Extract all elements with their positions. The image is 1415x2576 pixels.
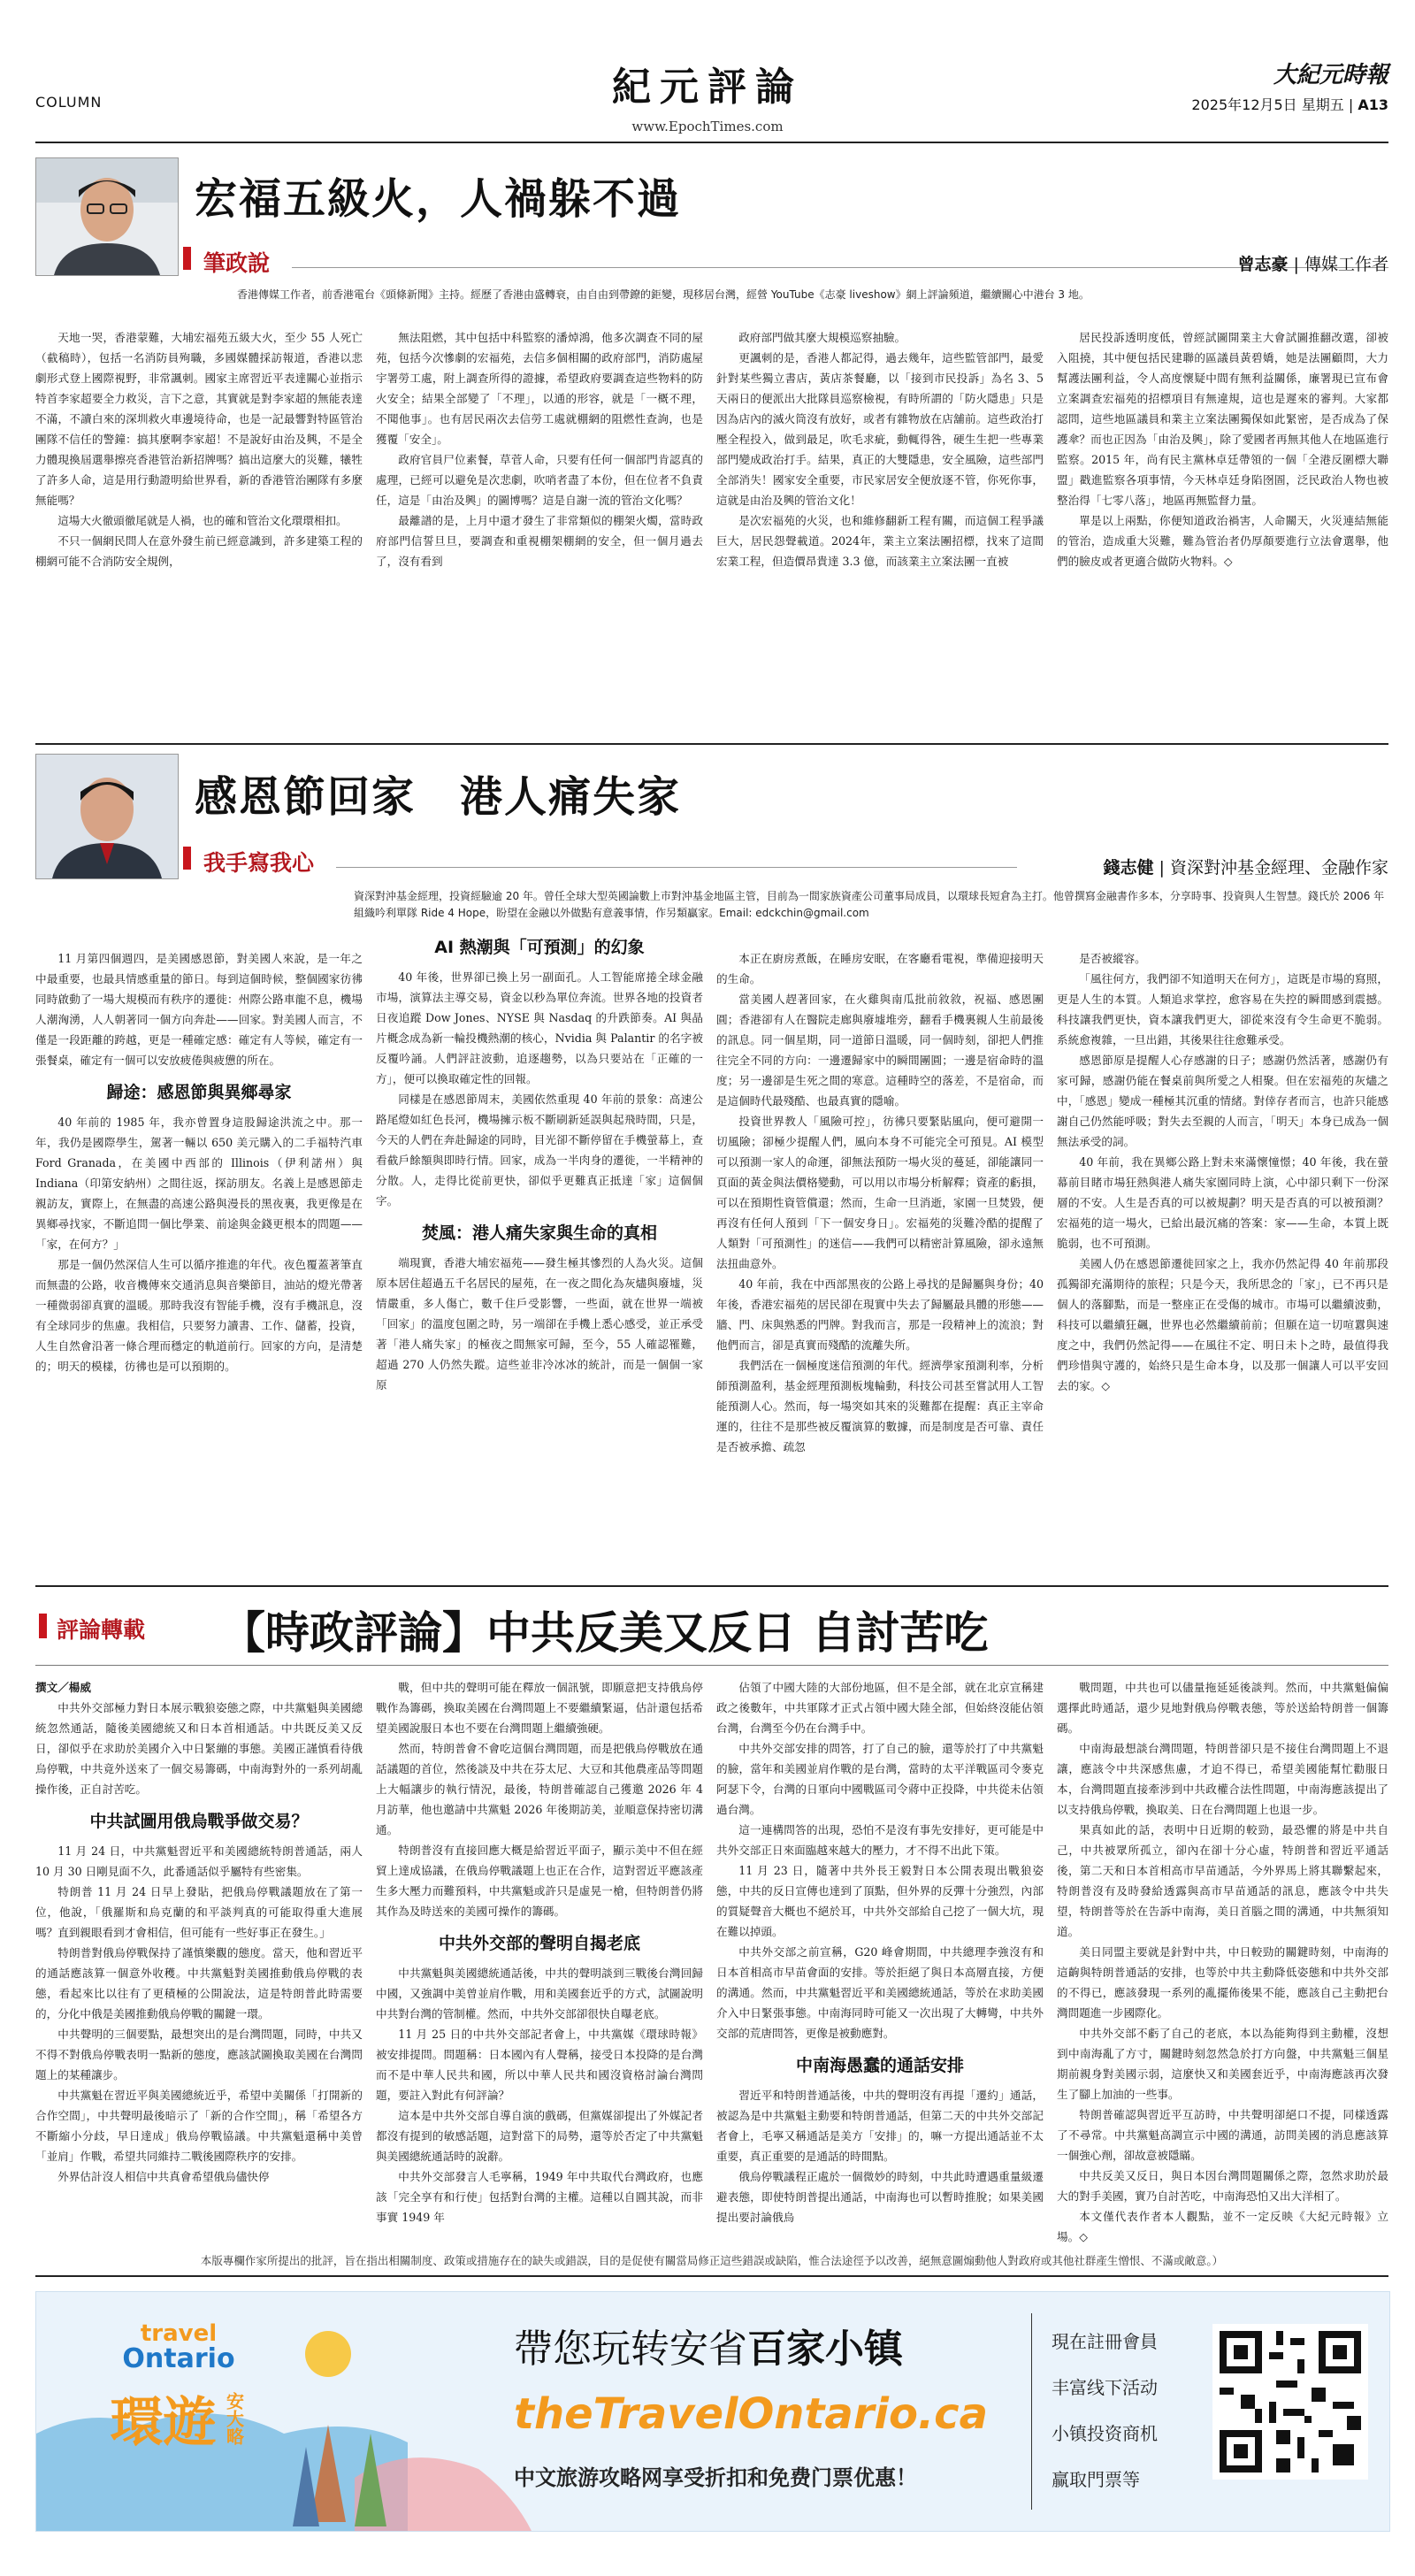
paragraph: 中共外交部不虧了自己的老底，本以為能夠得到主動權，沒想到中南海亂了方寸，關鍵時刻忽然急於打方向盤，中共黨魁三個星期前親身對美國示弱，這麼快又和美國套近乎，中南海應該再次發生了腳上加油的一些事。 [1057, 2027, 1388, 2101]
paragraph: 中共外交部極力對日本展示戰狼姿態之際，中共黨魁與美國總統忽然通話，隨後美國總統又和日本首相通話。中共既反美又反日，卻似乎在求助於美國介入中日緊繃的事態。美國正謹慎看待俄烏停戰，中共竟外送來了一個交易籌碼，中南海對外的一系列胡亂操作後，正自討苦吃。 [35, 1701, 363, 1796]
paragraph: 11 月 24 日，中共黨魁習近平和美國總統特朗普通話，兩人 10 月 30 日剛見面不久，此番通話似乎屬特有些密集。 [35, 1844, 363, 1878]
ad-headline [514, 2317, 903, 2373]
paragraph: 果真如此的話，表明中日近期的較勁，最恐懼的將是中共自己，中共被眾所孤立，卻內在卻十分心虛，特朗普和習近平通話後，第二天和日本首相高市早苗通話，今外界馬上將其聯繫起來，特朗普沒有及時發給透露與高市早苗通話的訊息，應該令中共失望，特朗普等於在告訴中南海，美日首腦之間的溝通，中共無須知道。 [1057, 1823, 1388, 1938]
paragraph: 更諷刺的是，香港人都記得，過去幾年，這些監管部門，最愛針對某些獨立書店，黃店茶餐廳，以「接到市民投訴」為名 3、5 天兩日的便派出大批隊員巡察檢視，有時所謂的「防火隱患」只是因為店內的滅火筒沒有放好，或者有雜物放在店舖前。這些政治打壓全程投入，做到最足，吹毛求疵，動輒得咎，硬生生把一些專業部門變成政治打手。結果，真正的大雙隱患，安全風險，這些部門全部消失！國家安全重要，市民家居安全便放逐不管，你死你事，這就是由治及興的管治文化！ [716, 351, 1044, 507]
paragraph: 居民投訴透明度低，曾經試圖開業主大會試圖推翻改選，卻被入阻撓，其中便包括民建聯的區議員黃碧嬌，她是法團顧問，大力幫護法團利益，令人高度懷疑中間有無利益關係，廉署現已宣布會立案調查宏福苑的招標項目有無違規，這也是遲來的審判。大家都認問，這些地區議員和業主立案法團獨保如此緊密，是否成為了保護傘？而也正因為「由治及興」，除了愛國者再無其他人在地區進行監察。2015 年，尚有民主黨林卓廷帶領的一個「全港反圍標大聯盟」戳進監察各項事情，今天林卓廷身陷囹圄，泛民政治人物也被整治得「七零八落」，地區再無監督力量。 [1057, 331, 1388, 507]
subheading: 中共試圖用俄烏戰爭做交易？ [89, 1812, 309, 1831]
paragraph: 習近平和特朗普通話後，中共的聲明沒有再提「遷約」通話，被認為是中共黨魁主動要和特朗普通話，但第二天的中共外交部記者會上，毛寧又稱通話是美方「安排」的，嘛一方提出通話並不太重要，真正重要的是通話的時間點。 [716, 2089, 1044, 2163]
author-name: 錢志健 [1103, 858, 1154, 878]
ad-logo [77, 2322, 280, 2457]
author-bio-1: 香港傳媒工作者，前香港電台《頭條新聞》主持。經歷了香港由盛轉衰，由自由到帶鐐的鉅變，現移居台灣，經營 YouTube《志豪 liveshow》網上評論頻道，繼續關心中港台 3 地。 [237, 288, 1090, 301]
subheading: 中南海愚蠢的通話安排 [795, 2056, 964, 2075]
column-marker [183, 847, 191, 870]
author-photo [35, 157, 179, 276]
logo-ontario: Ontario [122, 2343, 235, 2374]
paragraph: 是否被縱容。 [1079, 952, 1146, 965]
ad-headline-a: 帶您玩转安省 [514, 2327, 747, 2372]
headline-1: 宏福五級火，人禍躲不過 [195, 174, 682, 224]
ad-divider [1031, 2313, 1032, 2510]
paragraph: 戰，但中共的聲明可能在釋放一個訊號，即願意把支持俄烏停戰作為籌碼，換取美國在台灣問題上不要繼續緊逼，估計還包括希望美國說服日本也不要在台灣問題上繼續強硬。 [376, 1681, 703, 1735]
byline: 撰文／楊威 [35, 1681, 91, 1694]
paragraph: 「風往何方，我們卻不知道明天在何方」，這既是市場的寫照，更是人生的本質。人類追求掌控，愈容易在失控的瞬間感到震撼。科技讓我們更快，資本讓我們更大，卻從來沒有令生命更不脆弱。系統愈複雜，一旦出錯，其後果往往愈難承受。 [1057, 972, 1388, 1046]
logo-chinese: 環遊 [110, 2392, 217, 2454]
paragraph: 最離譜的是，上月中還才發生了非常類似的棚架火燭，當時政府部門信誓旦旦，要調查和重視棚架棚網的安全，但一個月過去了，沒有看到 [376, 514, 703, 568]
paragraph: 同樣是在感恩節周末，美國依然重現 40 年前的景象：高速公路尾燈如紅色長河，機場擁示板不斷刷新延誤與起飛時間，只是，今天的人們在奔赴歸途的同時，目光卻不斷停留在手機螢幕上，查看截戶餘額與即時行情。回家，成為一半肉身的遷徙，一半精神的分散。人，走得比從前更快，卻似乎更難真正抵達「家」這個個字。 [376, 1092, 703, 1208]
benefit-item: 赢取門票等 [1052, 2469, 1140, 2490]
paragraph: 不只一個網民問人在意外發生前已經意識到，許多建築工程的棚網可能不合消防安全規例， [35, 534, 363, 568]
ad-rule [35, 2275, 1388, 2277]
paragraph: 是次宏福苑的火災，也和維修翻新工程有關，而這個工程爭議巨大，居民怨聲載道。2024年，業主立案法團招標，找來了這間宏業工程，但造價昂貴達 3.3 億，而該業主立案法團一直被 [716, 514, 1044, 568]
ad-tagline: 中文旅游攻略网享受折扣和免费门票优惠！ [514, 2465, 917, 2490]
article2-col1 [35, 948, 363, 1581]
travel-ontario-ad[interactable] [35, 2291, 1390, 2532]
paragraph: 俄烏停戰議程正處於一個微妙的時刻，中共此時遭遇重量級遷避表態，即使特朗普提出通話，中南海也可以暫時推脫；如果美國提出要討論俄烏 [716, 2170, 1044, 2224]
paragraph: 政府官員尸位素餐，草菅人命，只要有任何一個部門肯認真的處理，已經可以避免是次悲劇，吹哨者盡了本份，但在位者不負責任，這是「由治及興」的圖博嗎？這是自謝一流的管治文化嗎？ [376, 453, 703, 507]
paragraph: 投資世界教人「風險可控」，彷彿只要緊貼風向，便可避開一切風險；卻極少提醒人們，風向本身不可能完全可預見。AI 模型可以預測一家人的命運，卻無法預防一場火災的蔓延，卻能讓同一頁面的黃金與法價格變動，可以用以市場分析解釋；資產的虧損，可以在預期性資管償還；然而，生命一旦消逝，家園一旦焚毀，便再沒有任何人預到「下一個安身日」。宏福苑的災難冷酷的提醒了人類對「可預測性」的迷信——我們可以精密計算風險，卻永遠無法扭曲意外。 [716, 1115, 1044, 1270]
column-name-3: 評論轉載 [57, 1617, 146, 1643]
paragraph: 無法阻燃，其中包括中科監察的潘焯鴻，他多次調查不同的屋苑，包括今次慘劇的宏福苑，去信多個相關的政府部門，消防處屋宇署勞工處，附上調查所得的證據，希望政府要調查這些物料的防火安全；結果全部變了「不理」，以通的形容，就是「一概不理，不聞他事」。也有居民兩次去信勞工處就棚網的阻燃性查詢，也是獲覆「安全」。 [376, 331, 703, 446]
author-line-1: 曾志豪 | 傳媒工作者 [1237, 255, 1388, 274]
column-marker [39, 1614, 47, 1638]
benefit-item: 小镇投资商机 [1052, 2423, 1158, 2444]
paragraph: 當美國人趕著回家，在火雞與南瓜批前敘敘，祝福、感恩團圓；香港卻有人在醫院走廊與廢墟堆旁，翻看手機裏親人生前最後的訊息。同一個星期，同一道節日溫暖，同一個時刻，卻把人們推往完全不同的方向：一邊遷歸家中的瞬間團圓；一邊是宿命時的溫度；另一邊卻是生死之間的寒意。這種時空的落差，不是宿命，而是這個時代最殘酷、也最真實的隱喻。 [716, 993, 1044, 1108]
paragraph: 40 年前，我在異鄉公路上對未來滿懷憧憬；40 年後，我在螢幕前目睹市場狂熱與港人痛失家園同時上演，心中卻只剩下一份深層的不安。人生是否真的可以被規劃？明天是否真的可以被預測？宏福苑的這一場火，已給出最沉痛的答案：家——生命，本質上既脆弱，也不可預測。 [1057, 1155, 1388, 1250]
article3-col3 [716, 1677, 1044, 2243]
site-url: www.EpochTimes.com [631, 119, 784, 134]
section-label: COLUMN [35, 94, 103, 111]
subheading: 歸途：感恩節與異鄉尋家 [106, 1083, 292, 1102]
paragraph: 中共黨魁在習近平與美國總統近乎，希望中美關係「打開新的合作空間」，中共聲明最後暗示了「新的合作空間」，稱「希望各方不斷縮小分歧，早日達成」俄烏停戰協議。中共黨魁還稱中美曾「並肩」作戰，希望共同維持二戰後國際秩序的安排。 [35, 2089, 363, 2163]
paragraph: 這一連構問答的出現，恐怕不是沒有事先安排好，更可能是中共外交部正日來面臨越來越大的壓力，才不得不出此下策。 [716, 1823, 1044, 1857]
paragraph: 40 年前的 1985 年，我亦曾置身這股歸途洪流之中。那一年，我仍是國際學生，駕著一輛以 650 美元購入的二手福特汽車 Ford Granada，在美國中西部的 Illinois（伊利諾州）與 Indiana（印第安納州）之間往返，探訪朋友。名義上是感恩節走親訪友，實際上，在無盡的高速公路與漫長的黑夜裏，我更像是在異鄉尋找家，不斷追問一個比學業、前途與金錢更根本的問題——「家，在何方？」 [35, 1116, 363, 1251]
author-portrait-icon [36, 158, 178, 275]
paragraph: 然而，特朗普會不會吃這個台灣問題，而是把俄烏停戰放在通話議題的首位，然後談及中共在芬太尼、大豆和其他農產品等問題上大幅讓步的執行情況，最後，特朗普確認自己獲邀 2026 年 4 月訪華，他也邀請中共黨魁 2026 年後期訪美，並順意保持密切溝通。 [376, 1742, 703, 1836]
paragraph: 天地一哭，香港蒙難，大埔宏福苑五級大火，至少 55 人死亡（截稿時），包括一名消防員殉職，多國媒體採訪報道，香港以悲劇形式登上國際視野，非常諷刺。國家主席習近平表達關心並指示特首李家超要全力救災，言下之意，其實就是對李家超的無能表達不滿，不讀白來的深圳救火車邊境待命，也是一記最響對特區管治團隊不信任的警鐘：搞其麼啊李家超！不是說好由治及興，不是全力體現換屆選舉擦亮香港管治新招牌嗎？搞出這麼大的災難，犧牲了許多人命，這是用行動證明給世界看，新的香港管治團隊有多麼無能嗎？ [35, 331, 363, 507]
paragraph: 特朗普確認與習近平互訪時，中共聲明卻絕口不提，同樣透露了不尋常。中共黨魁高調宣示中國的溝通，訪問美國的消息應該算一個強心劑，卻故意被隱瞞。 [1057, 2108, 1388, 2162]
article2-col4 [1057, 948, 1388, 1581]
paragraph: 端現實，香港大埔宏福苑——發生極其慘烈的人為火災。這個原本居住超過五千名居民的屋苑，在一夜之間化為灰燼與廢墟，災情嚴重，多人傷亡，數千住戶受影響，一些面，就在世界一端被「回家」的溫度包圍之時，另一端卻在手機上悉心感受，並正承受著「港人痛失家」的極夜之間無家可歸，至今，55 人確認罹難，超過 270 人仍然失蹤。這些並非冷冰冰的統計，而是一個個一家原 [376, 1256, 703, 1392]
paragraph: 中共外交部發言人毛寧稱，1949 年中共取代台灣政府，也應該「完全享有和行使」包括對台灣的主權。這種以自圓其說，而非事實 1949 年 [376, 2170, 703, 2224]
paragraph: 特朗普沒有直接回應大概是給習近平面子，顯示美中不但在經貿上達成協議，在俄烏停戰議題上也正在合作，這對習近平應該產生多大壓力而難預料，中共黨魁或許只是虛晃一槍，但特朗普仍將其作為及時送來的美國可操作的籌碼。 [376, 1844, 703, 1918]
paragraph: 中共外交部安排的問答，打了自己的臉，還等於打了中共黨魁的臉，當年和美國並肩作戰的是台灣，當時的太平洋戰區司令麥克阿瑟下令，台灣的日軍向中國戰區司令蔣中正投降，中共從未佔領過台灣。 [716, 1742, 1044, 1816]
article1-col4 [1057, 327, 1388, 739]
paragraph: 本文僅代表作者本人觀點，並不一定反映《大紀元時報》立場。◇ [1057, 2210, 1388, 2243]
ad-benefits [1052, 2319, 1158, 2503]
article2-col3 [716, 948, 1044, 1581]
paragraph: 那是一個仍然深信人生可以循序推進的年代。夜色覆蓋著筆直而無盡的公路，收音機傳來交通消息與音樂節目，油站的燈光帶著一種微弱卻真實的溫暖。那時我沒有智能手機，沒有手機訊息，沒有全球同步的焦慮。我相信，只要努力讀書、工作、儲蓄，投資，人生自然會沿著一條合理而穩定的軌道前行。回家的方向，是清楚的；明天的模樣，彷彿也是可以預期的。 [35, 1258, 363, 1373]
logo-side: 安大略 [223, 2392, 245, 2445]
paragraph: 戰問題，中共也可以儘量拖延延後談判。然而，中共黨魁偏偏選擇此時通話，還少見地對俄烏停戰表態，等於送給特朗普一個籌碼。 [1057, 1681, 1388, 1735]
paragraph: 中共聲明的三個要點，最想突出的是台灣問題，同時，中共又不得不對俄烏停戰表明一點新的態度，應該試圖換取美國在台灣問題上的某種讓步。 [35, 2028, 363, 2082]
article1-col3 [716, 327, 1044, 739]
paragraph: 中共反美又反日，與日本因台灣問題關係之際，忽然求助於最大的對手美國，實乃自討苦吃，中南海恐怕又出大洋相了。 [1057, 2169, 1388, 2203]
paragraph: 本正在廚房煮飯，在睡房安眠，在客廳看電視，準備迎接明天的生命。 [716, 952, 1044, 985]
headline-rule [35, 1665, 1388, 1666]
paragraph: 政府部門做其麼大規模巡察抽驗。 [738, 331, 906, 344]
author-portrait-icon [36, 755, 178, 878]
ad-url[interactable]: theTravelOntario.ca [514, 2389, 988, 2439]
issue-date: 2025年12月5日 星期五 | A13 [1191, 96, 1388, 113]
column-name-2: 我手寫我心 [203, 850, 315, 876]
qr-code[interactable] [1212, 2324, 1368, 2480]
benefit-item: 丰富线下活动 [1052, 2377, 1158, 2398]
benefit-item: 現在註冊會員 [1052, 2331, 1158, 2352]
paragraph: 40 年後，世界卻已換上另一副面孔。人工智能席捲全球金融市場，演算法主導交易，資金以秒為單位奔流。世界各地的投資者日夜追蹤 Dow Jones、NYSE 與 Nasdaq 的升跌節奏。AI 與晶片概念成為新一輪投機熱潮的核心，Nvidia 與 Palantir 的名字被反覆吟誦。人們評註波動，追逐趨勢，以為只要站在「正確的一方」，便可以換取確定性的回報。 [376, 970, 703, 1085]
subheading: AI 熱潮與「可預測」的幻象 [434, 938, 645, 957]
paragraph: 我們活在一個極度迷信預測的年代。經濟學家預測利率，分析師預測盈利，基金經理預測板塊輪動，科技公司甚至嘗試用人工智能預測人心。然而，每一場突如其來的災難都在提醒：真正主宰命運的，往往不是那些被反覆演算的數據，而是制度是否可靠、責任是否被承擔、疏忽 [716, 1359, 1044, 1453]
paragraph: 中共外交部之前宣稱，G20 峰會期間，中共總理李強沒有和日本首相高市早苗會面的安排。等於拒絕了與日本高層直接，方便的溝通。然而，中共黨魁習近平和美國總統通話，等於在求助美國介入中日緊張事態。中南海同時可能又一次出現了大轉彎，中共外交部的荒唐問答，更像是被動應對。 [716, 1945, 1044, 2040]
headline-2: 感恩節回家 港人痛失家 [195, 772, 682, 822]
paragraph: 中共黨魁與美國總統通話後，中共的聲明談到三戰後台灣回歸中國，又強調中美曾並肩作戰，用和美國套近乎的方式，試圖說明中共對台灣的管制權。然而，中共外交部卻很快自曝老底。 [376, 1966, 703, 2020]
paragraph: 中南海最想談台灣問題，特朗普卻只是不接住台灣問題上不退讓，應該令中共深感焦慮，才迫不得已，希望美國能幫忙勸服日本，台灣問題直接牽涉到中共政權合法性問題，中南海應該提出了以支持俄烏停戰，換取美、日在台灣問題上也退一步。 [1057, 1742, 1388, 1816]
author-role: 資深對沖基金經理、金融作家 [1169, 858, 1388, 878]
section-divider [35, 1585, 1388, 1587]
column-name-1: 筆政說 [203, 250, 271, 276]
ad-headline-b: 百家小镇 [747, 2327, 903, 2372]
author-line-2: 錢志健 | 資深對沖基金經理、金融作家 [1103, 858, 1388, 878]
article1-col2 [376, 327, 703, 739]
paragraph: 美國人仍在感恩節遷徙回家之上，我亦仍然記得 40 年前那段孤獨卻充滿期待的旅程；只是今天，我所思念的「家」，已不再只是個人的落腳點，而是一整座正在受傷的城市。市場可以繼續波動，科技可以繼續狂飆，世界也必然繼續前前；但願在這一切喧囂與速度之中，我們仍然記得——在風往不定、明日未卜之時，最值得我們珍惜與守護的，始終只是生命本身，以及那一個讓人可以平安回去的家。◇ [1057, 1257, 1388, 1392]
logo-travel: travel [140, 2320, 218, 2347]
paragraph: 11 月第四個週四，是美國感恩節，對美國人來說，是一年之中最重要，也最具情感重量的節日。每到這個時候，整個國家彷彿同時啟動了一場大規模而有秩序的遷徙：州際公路車龍不息，機場人潮洶湧，人人朝著同一個方向奔赴——回家。對美國人而言，不僅是一段距離的跨越，更是一種確定感：確定有人等候，確定有一張餐桌，確定有一個可以安放疲倦與疲憊的所在。 [35, 952, 363, 1067]
column-marker [183, 247, 191, 270]
paper-name: 大紀元時報 [1273, 62, 1388, 88]
section-divider [35, 743, 1388, 745]
subheading: 焚風：港人痛失家與生命的真相 [421, 1223, 657, 1243]
masthead-rule [35, 142, 1388, 143]
author-name: 曾志豪 [1237, 255, 1289, 274]
article3-col4 [1057, 1677, 1388, 2243]
paragraph: 特朗普 11 月 24 日早上發貼，把俄烏停戰議題放在了第一位，他說，「俄羅斯和烏克蘭的和平談判真的可能取得重大進展嗎？直到親眼看到才會相信，但可能有一些好事正在發生。」 [35, 1885, 363, 1939]
author-bio-2: 資深對沖基金經理，投資經驗逾 20 年。曾任全球大型英國論數上市對沖基金地區主管，目前為一間家族資產公司董事局成員，以環球長短倉為主打。他曾撰寫金融書作多本，分享時事、投資與人生智慧。錢氏於 2006 年組織吟利單隊 Ride 4 Hope，盼望在金融以外做點有意義事情，作另類贏家。Email: edckchin@gmail.com [354, 890, 1385, 919]
author-photo [35, 754, 179, 879]
paragraph: 11 月 23 日，隨著中共外長王毅對日本公開表現出戰狼姿態，中共的反日宣傳也達到了頂點，但外界的反彈十分強烈，內部的質疑聲音大概也不絕於耳，中共外交部給自己挖了一個大坑，現在難以掉頭。 [716, 1864, 1044, 1938]
paragraph: 單是以上兩點，你便知道政治禍害，人命關天，火災連結無能的管治，造成重大災難，難為管治者仍厚顏要進行立法會選舉，他們的臉皮或者更適合做防火物料。◇ [1057, 514, 1388, 568]
paragraph: 11 月 25 日的中共外交部記者會上，中共黨媒《環球時報》被安排提問。問題稱：日本國內有人聲稱，接受日本投降的是台灣而不是中華人民共和國，所以中華人民共和國沒資格討論台灣問題，要註入對此有何評論？ [376, 2028, 703, 2102]
page-number: A13 [1358, 96, 1388, 113]
paragraph: 外界估計沒人相信中共真會希望俄烏儘快停 [57, 2170, 270, 2183]
paragraph: 感恩節原是提醒人心存感謝的日子；感謝仍然活著，感謝仍有家可歸，感謝仍能在餐桌前與所愛之人相聚。但在宏福苑的灰燼之中，「感恩」變成一種極其沉重的情緒。對倖存者而言，也許只能感謝自己仍然能呼吸；對失去至親的人而言，「明天」本身已成為一個無法承受的詞。 [1057, 1054, 1388, 1148]
author-role: 傳媒工作者 [1304, 255, 1388, 274]
paragraph: 特朗普對俄烏停戰保持了謹慎樂觀的態度。當天，他和習近平的通話應該算一個意外收穫。中共黨魁對美國推動俄烏停戰的表態，看起來比以往有了更積極的公開說法，這是特朗普此時需要的，分化中俄是美國推動俄烏停戰的關鍵一環。 [35, 1946, 363, 2020]
article1-col1 [35, 327, 363, 739]
article3-col1 [35, 1677, 363, 2243]
paragraph: 40 年前，我在中西部黑夜的公路上尋找的是歸屬與身份；40 年後，香港宏福苑的居民卻在現實中失去了歸屬最具體的形態——牆、門、床與熟悉的門牌。對我而言，那是一段精神上的流浪；對他們而言，卻是真實而殘酷的流離失所。 [716, 1277, 1044, 1352]
disclaimer: 本版專欄作家所提出的批評，旨在指出相關制度、政策或措施存在的缺失或錯誤，目的是促使有關當局修正這些錯誤或缺陷，惟合法途徑予以改善，絕無意圖煽動他人對政府或其他社群產生憎恨、不滿或敵意。） [200, 2254, 1224, 2267]
date-text: 2025年12月5日 星期五 [1191, 96, 1344, 113]
paragraph: 佔領了中國大陸的大部份地區，但不是全部，就在北京宣稱建政之後數年，中共軍隊才正式占領中國大陸全部，但始終沒能佔領台灣，台灣至今仍在台灣手中。 [716, 1681, 1044, 1735]
paragraph: 這本是中共外交部自導自演的戲碼，但黨媒卻提出了外媒記者都沒有提到的敏感話題，這對當下的局勢，還等於否定了中共黨魁與美國總統通話時的說辭。 [376, 2109, 703, 2163]
column-rule [336, 867, 1017, 868]
article2-col2 [376, 938, 703, 1581]
subheading: 中共外交部的聲明自揭老底 [438, 1934, 640, 1953]
paragraph: 這場大火徹頭徹尾就是人禍，也的確和管治文化環環相扣。 [57, 514, 348, 527]
headline-3: 【時政評論】中共反美又反日 自討苦吃 [221, 1606, 989, 1659]
qr-code-icon [1212, 2324, 1368, 2480]
page-title: 紀元評論 [612, 65, 803, 110]
article3-col2 [376, 1677, 703, 2243]
paragraph: 美日同盟主要就是針對中共，中日較勁的關鍵時刻，中南海的這齣與特朗普通話的安排，也等於中共主動降低姿態和中共外交部的不得已，應該發現一系列的亂擺佈後果不能，應該自己主動把台灣問題進一步國際化。 [1057, 1945, 1388, 2020]
